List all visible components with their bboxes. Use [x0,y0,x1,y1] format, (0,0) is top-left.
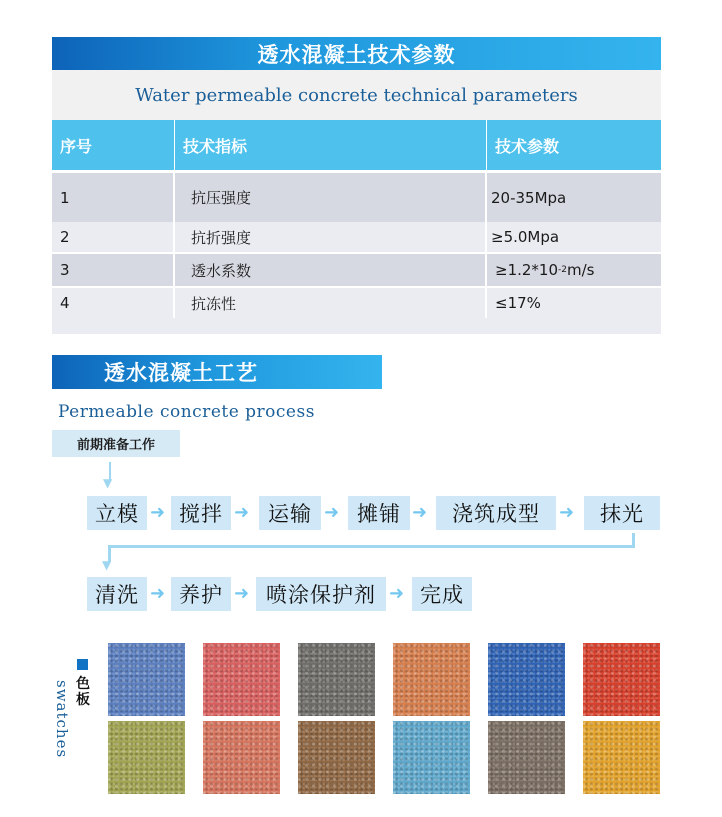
cell-index: 3 [52,254,175,286]
step-paving: 摊铺 [348,496,410,530]
process-title-banner [52,355,382,389]
arrow-right-icon: ➜ [559,502,575,523]
params-title-banner [52,37,661,70]
arrow-down-icon: ▼ [103,476,113,490]
step-transport: 运输 [259,496,321,530]
table-row [52,252,661,286]
table-row [52,170,661,222]
color-swatch [298,721,375,794]
cell-indicator: 抗折强度 [175,222,487,252]
cell-index: 2 [52,222,175,252]
step-mixing: 搅拌 [171,496,231,530]
cell-indicator: 抗压强度 [175,173,487,222]
color-swatch [393,643,470,716]
color-swatch [108,721,185,794]
color-swatch [298,643,375,716]
table-row [52,286,661,318]
color-swatch [583,643,660,716]
square-icon [77,659,88,670]
process-title: 透水混凝土工艺 [104,361,258,385]
cell-index: 4 [52,288,175,318]
table-footer [52,318,661,334]
header-value: 技术参数 [495,136,560,156]
params-table [52,120,661,334]
cell-value: ≤17% [495,294,541,312]
params-title: 透水混凝土技术参数 [257,42,456,67]
arrow-down-icon: ▼ [102,558,112,572]
step-formwork: 立模 [87,496,147,530]
process-subtitle-en: Permeable concrete process [58,402,315,422]
color-swatch [108,643,185,716]
connector-line [108,545,635,548]
step-troweling: 抹光 [584,496,660,530]
value-unit: m/s [567,261,595,279]
step-spray-protectant: 喷涂保护剂 [256,577,386,611]
arrow-right-icon: ➜ [234,583,250,604]
color-swatch [583,721,660,794]
swatch-label-en: swatches [53,680,71,759]
color-swatch [393,721,470,794]
table-row [52,222,661,252]
color-swatch [488,643,565,716]
swatch-label-char: 色 [76,676,90,692]
value-exponent: -2 [558,265,567,275]
params-subtitle-en: Water permeable concrete technical parameters [135,84,578,106]
cell-value: 20-35Mpa [491,188,567,207]
cell-indicator: 透水系数 [175,254,487,286]
params-subtitle-bar [52,70,661,120]
step-complete: 完成 [412,577,472,611]
swatch-label-cn [73,676,93,708]
color-swatch [488,721,565,794]
cell-value [487,254,661,286]
table-header-row [52,120,661,170]
value-base: ≥1.2*10 [495,261,559,279]
arrow-right-icon: ➜ [389,583,405,604]
step-casting: 浇筑成型 [436,496,556,530]
cell-index: 1 [52,173,175,222]
step-cleaning: 清洗 [87,577,147,611]
header-indicator: 技术指标 [175,120,487,170]
arrow-right-icon: ➜ [324,502,340,523]
header-index: 序号 [52,120,175,170]
step-curing: 养护 [171,577,231,611]
cell-value: ≥5.0Mpa [491,228,560,246]
arrow-right-icon: ➜ [150,583,166,604]
color-swatch [203,721,280,794]
color-swatch [203,643,280,716]
cell-indicator: 抗冻性 [175,288,487,318]
arrow-right-icon: ➜ [412,502,428,523]
arrow-right-icon: ➜ [234,502,250,523]
prep-work-label: 前期准备工作 [52,430,180,457]
swatch-label-char: 板 [76,692,90,708]
arrow-right-icon: ➜ [150,502,166,523]
